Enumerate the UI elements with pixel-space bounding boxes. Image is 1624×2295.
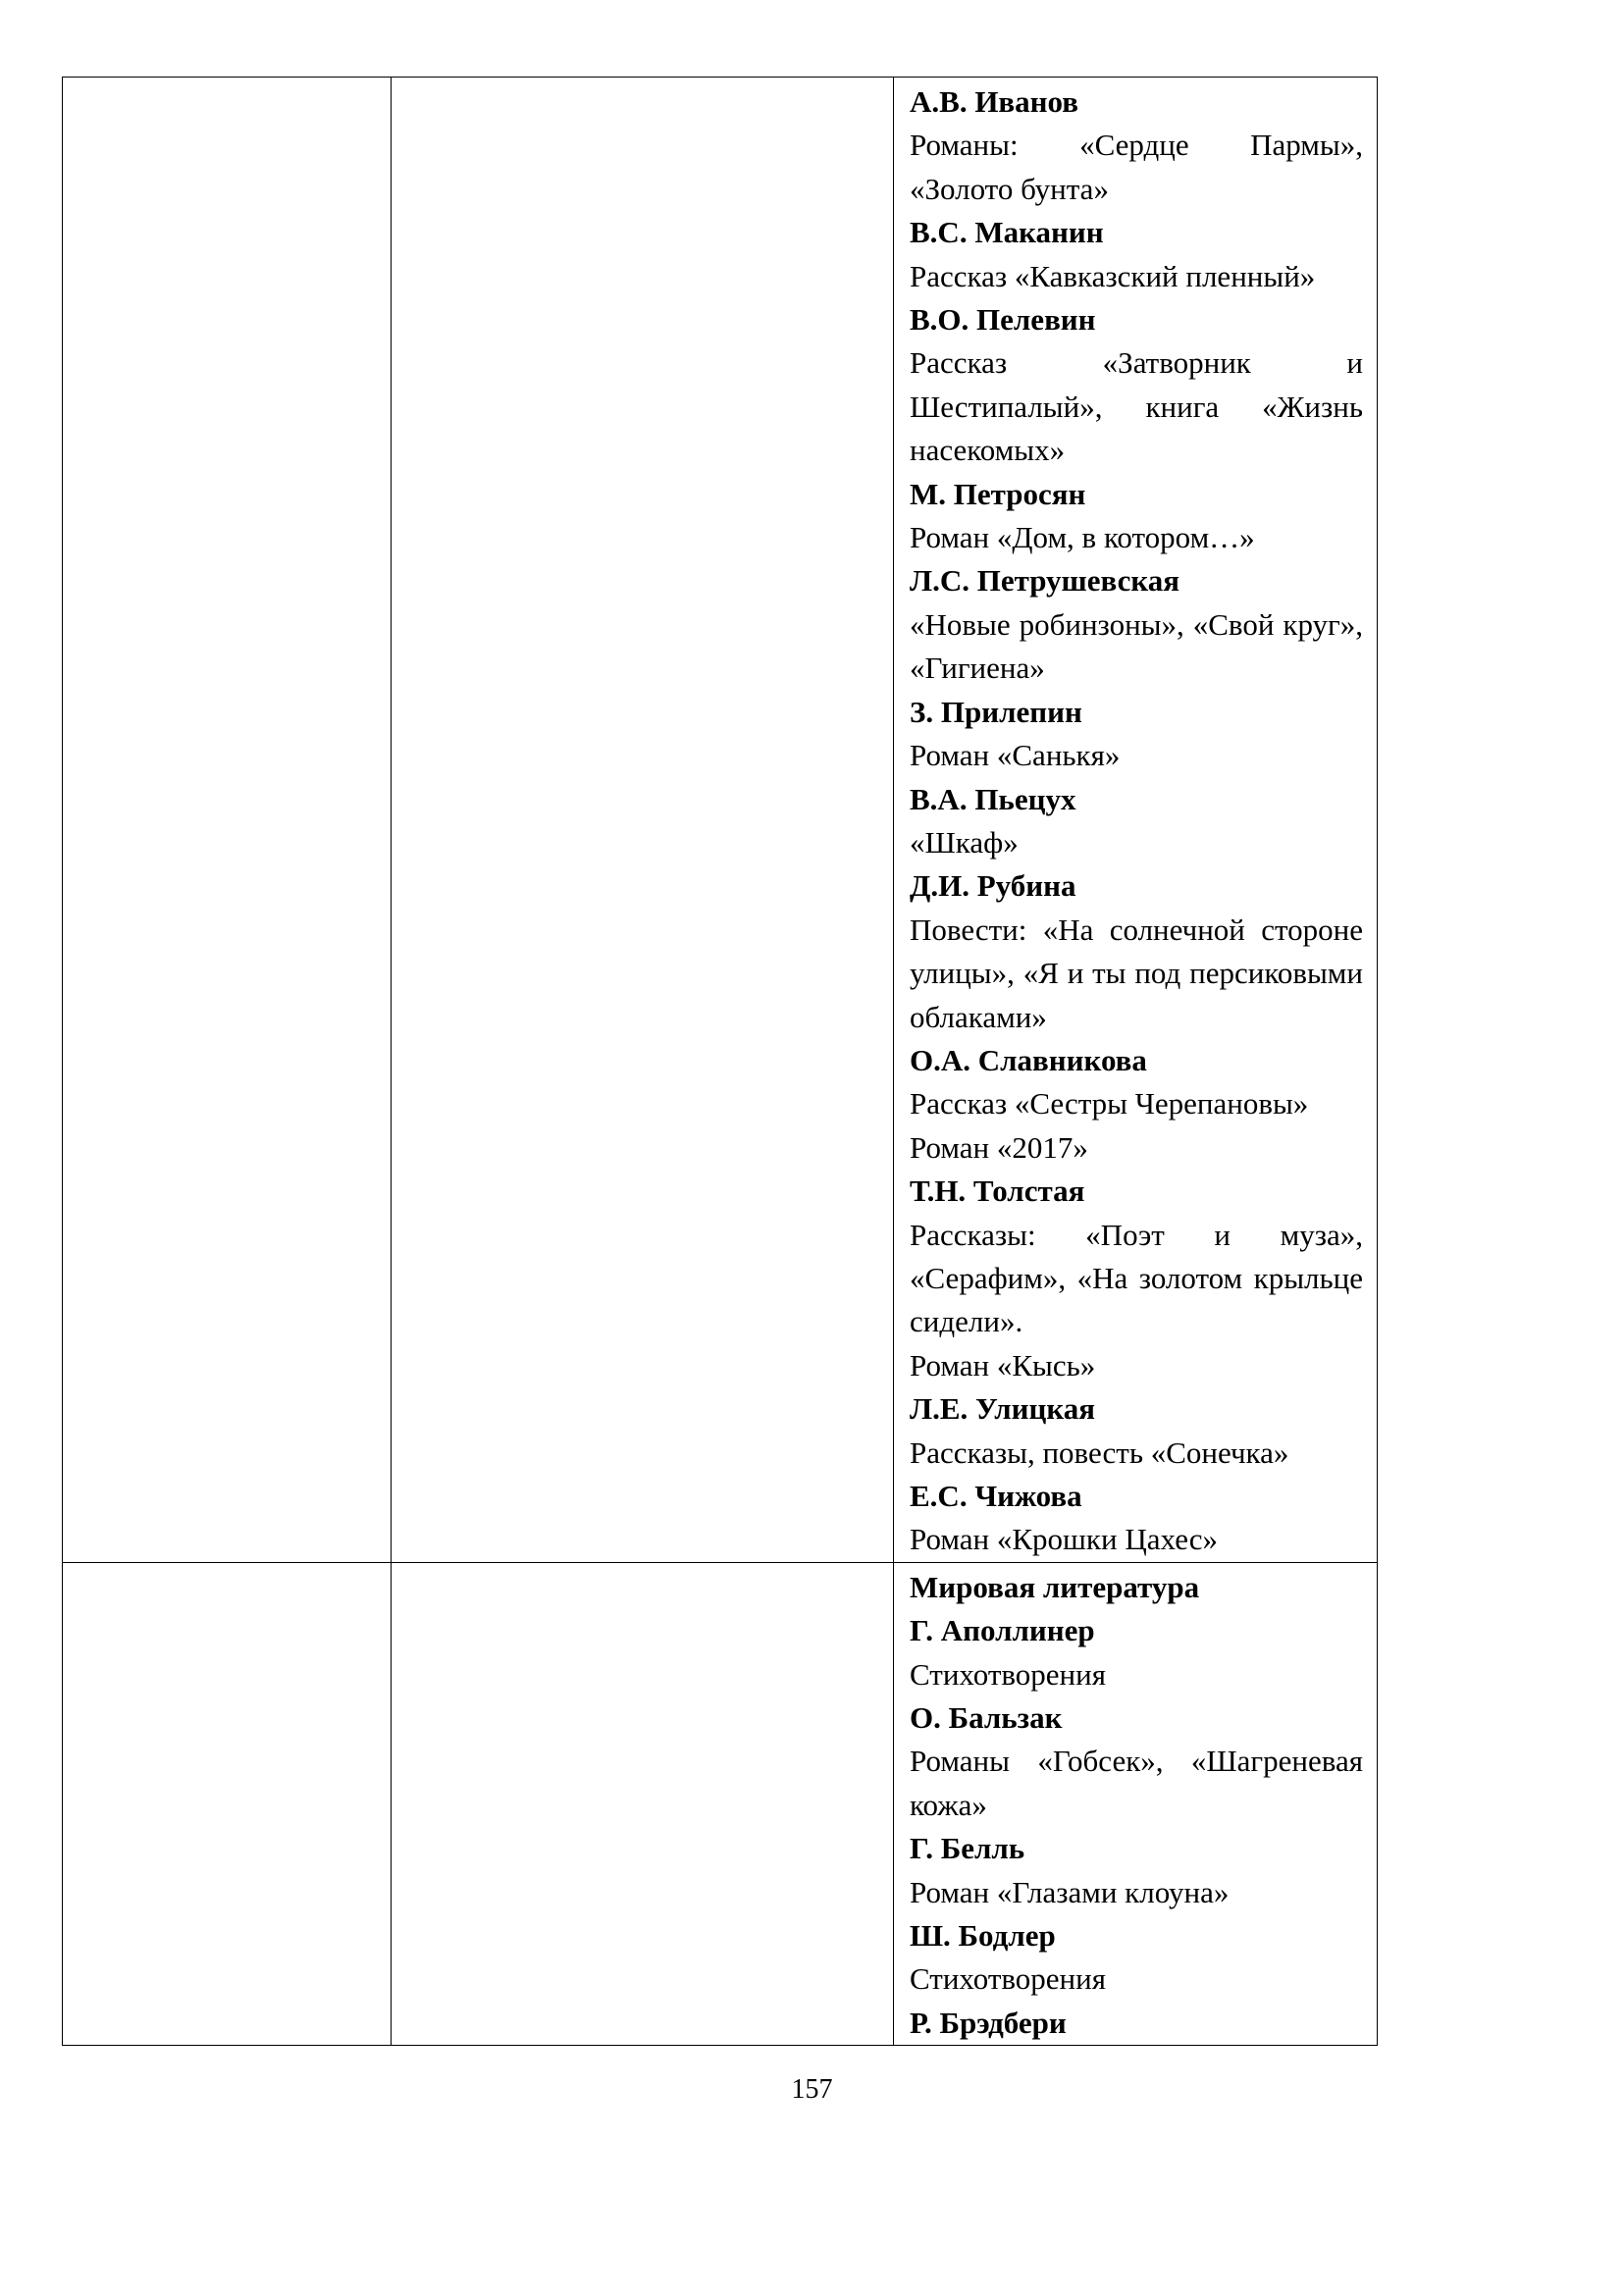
works-list: [894, 1563, 1377, 2045]
table-cell-works: [894, 78, 1378, 1563]
work-title: Стихотворения: [910, 1961, 1106, 1997]
author-name: М. Петросян: [910, 476, 1086, 511]
author-name: Л.Е. Улицкая: [910, 1391, 1096, 1427]
table-cell-empty: [63, 78, 392, 1563]
work-title: Рассказы, повесть «Сонечка»: [910, 1434, 1289, 1470]
work-title: Роман «Глазами клоуна»: [910, 1874, 1230, 1909]
table-row: [63, 78, 1378, 1563]
table-cell-empty: [63, 1562, 392, 2045]
table-cell-empty: [392, 1562, 894, 2045]
author-name: В.С. Маканин: [910, 215, 1104, 250]
works-list: [894, 78, 1377, 1562]
work-title: Роман «Санькя»: [910, 738, 1121, 773]
work-title: Рассказ «Сестры Черепановы»: [910, 1086, 1309, 1121]
page-number: 157: [791, 2074, 833, 2105]
author-name: Е.С. Чижова: [910, 1479, 1082, 1513]
author-name: Г. Белль: [910, 1831, 1025, 1866]
author-name: Р. Брэдбери: [910, 2005, 1067, 2040]
work-title: Стихотворения: [910, 1656, 1106, 1692]
work-title: Романы «Гобсек», «Шагреневая кожа»: [910, 1744, 1363, 1822]
table-cell-works: [894, 1562, 1378, 2045]
author-name: О.А. Славникова: [910, 1042, 1147, 1077]
table-row: [63, 1562, 1378, 2045]
author-name: Мировая литература: [910, 1569, 1200, 1604]
author-name: Л.С. Петрушевская: [910, 563, 1180, 599]
author-name: Ш. Бодлер: [910, 1918, 1056, 1954]
work-title: «Шкаф»: [910, 824, 1019, 860]
table-cell-empty: [392, 78, 894, 1563]
work-title: Рассказ «Затворник и Шестипалый», книга «Жизнь насекомых»: [910, 345, 1363, 468]
work-title: Роман «Кысь»: [910, 1347, 1096, 1382]
work-title: Романы: «Сердце Пармы», «Золото бунта»: [910, 128, 1363, 206]
author-name: В.О. Пелевин: [910, 302, 1096, 338]
author-name: А.В. Иванов: [910, 84, 1078, 119]
author-name: З. Прилепин: [910, 694, 1082, 729]
author-name: В.А. Пьецух: [910, 781, 1076, 816]
work-title: Роман «Дом, в котором…»: [910, 520, 1255, 555]
literature-table: [62, 77, 1378, 2046]
author-name: Д.И. Рубина: [910, 868, 1076, 904]
work-title: Рассказы: «Поэт и муза», «Серафим», «На золотом крыльце сидели».: [910, 1217, 1363, 1339]
work-title: Роман «2017»: [910, 1129, 1088, 1165]
work-title: Повести: «На солнечной стороне улицы», «Я и ты под персиковыми облаками»: [910, 912, 1363, 1034]
work-title: «Новые робинзоны», «Свой круг», «Гигиена»: [910, 606, 1363, 686]
work-title: Рассказ «Кавказский пленный»: [910, 258, 1316, 293]
author-name: Г. Аполлинер: [910, 1613, 1095, 1648]
author-name: Т.Н. Толстая: [910, 1174, 1085, 1209]
author-name: О. Бальзак: [910, 1700, 1063, 1736]
work-title: Роман «Крошки Цахес»: [910, 1522, 1218, 1557]
